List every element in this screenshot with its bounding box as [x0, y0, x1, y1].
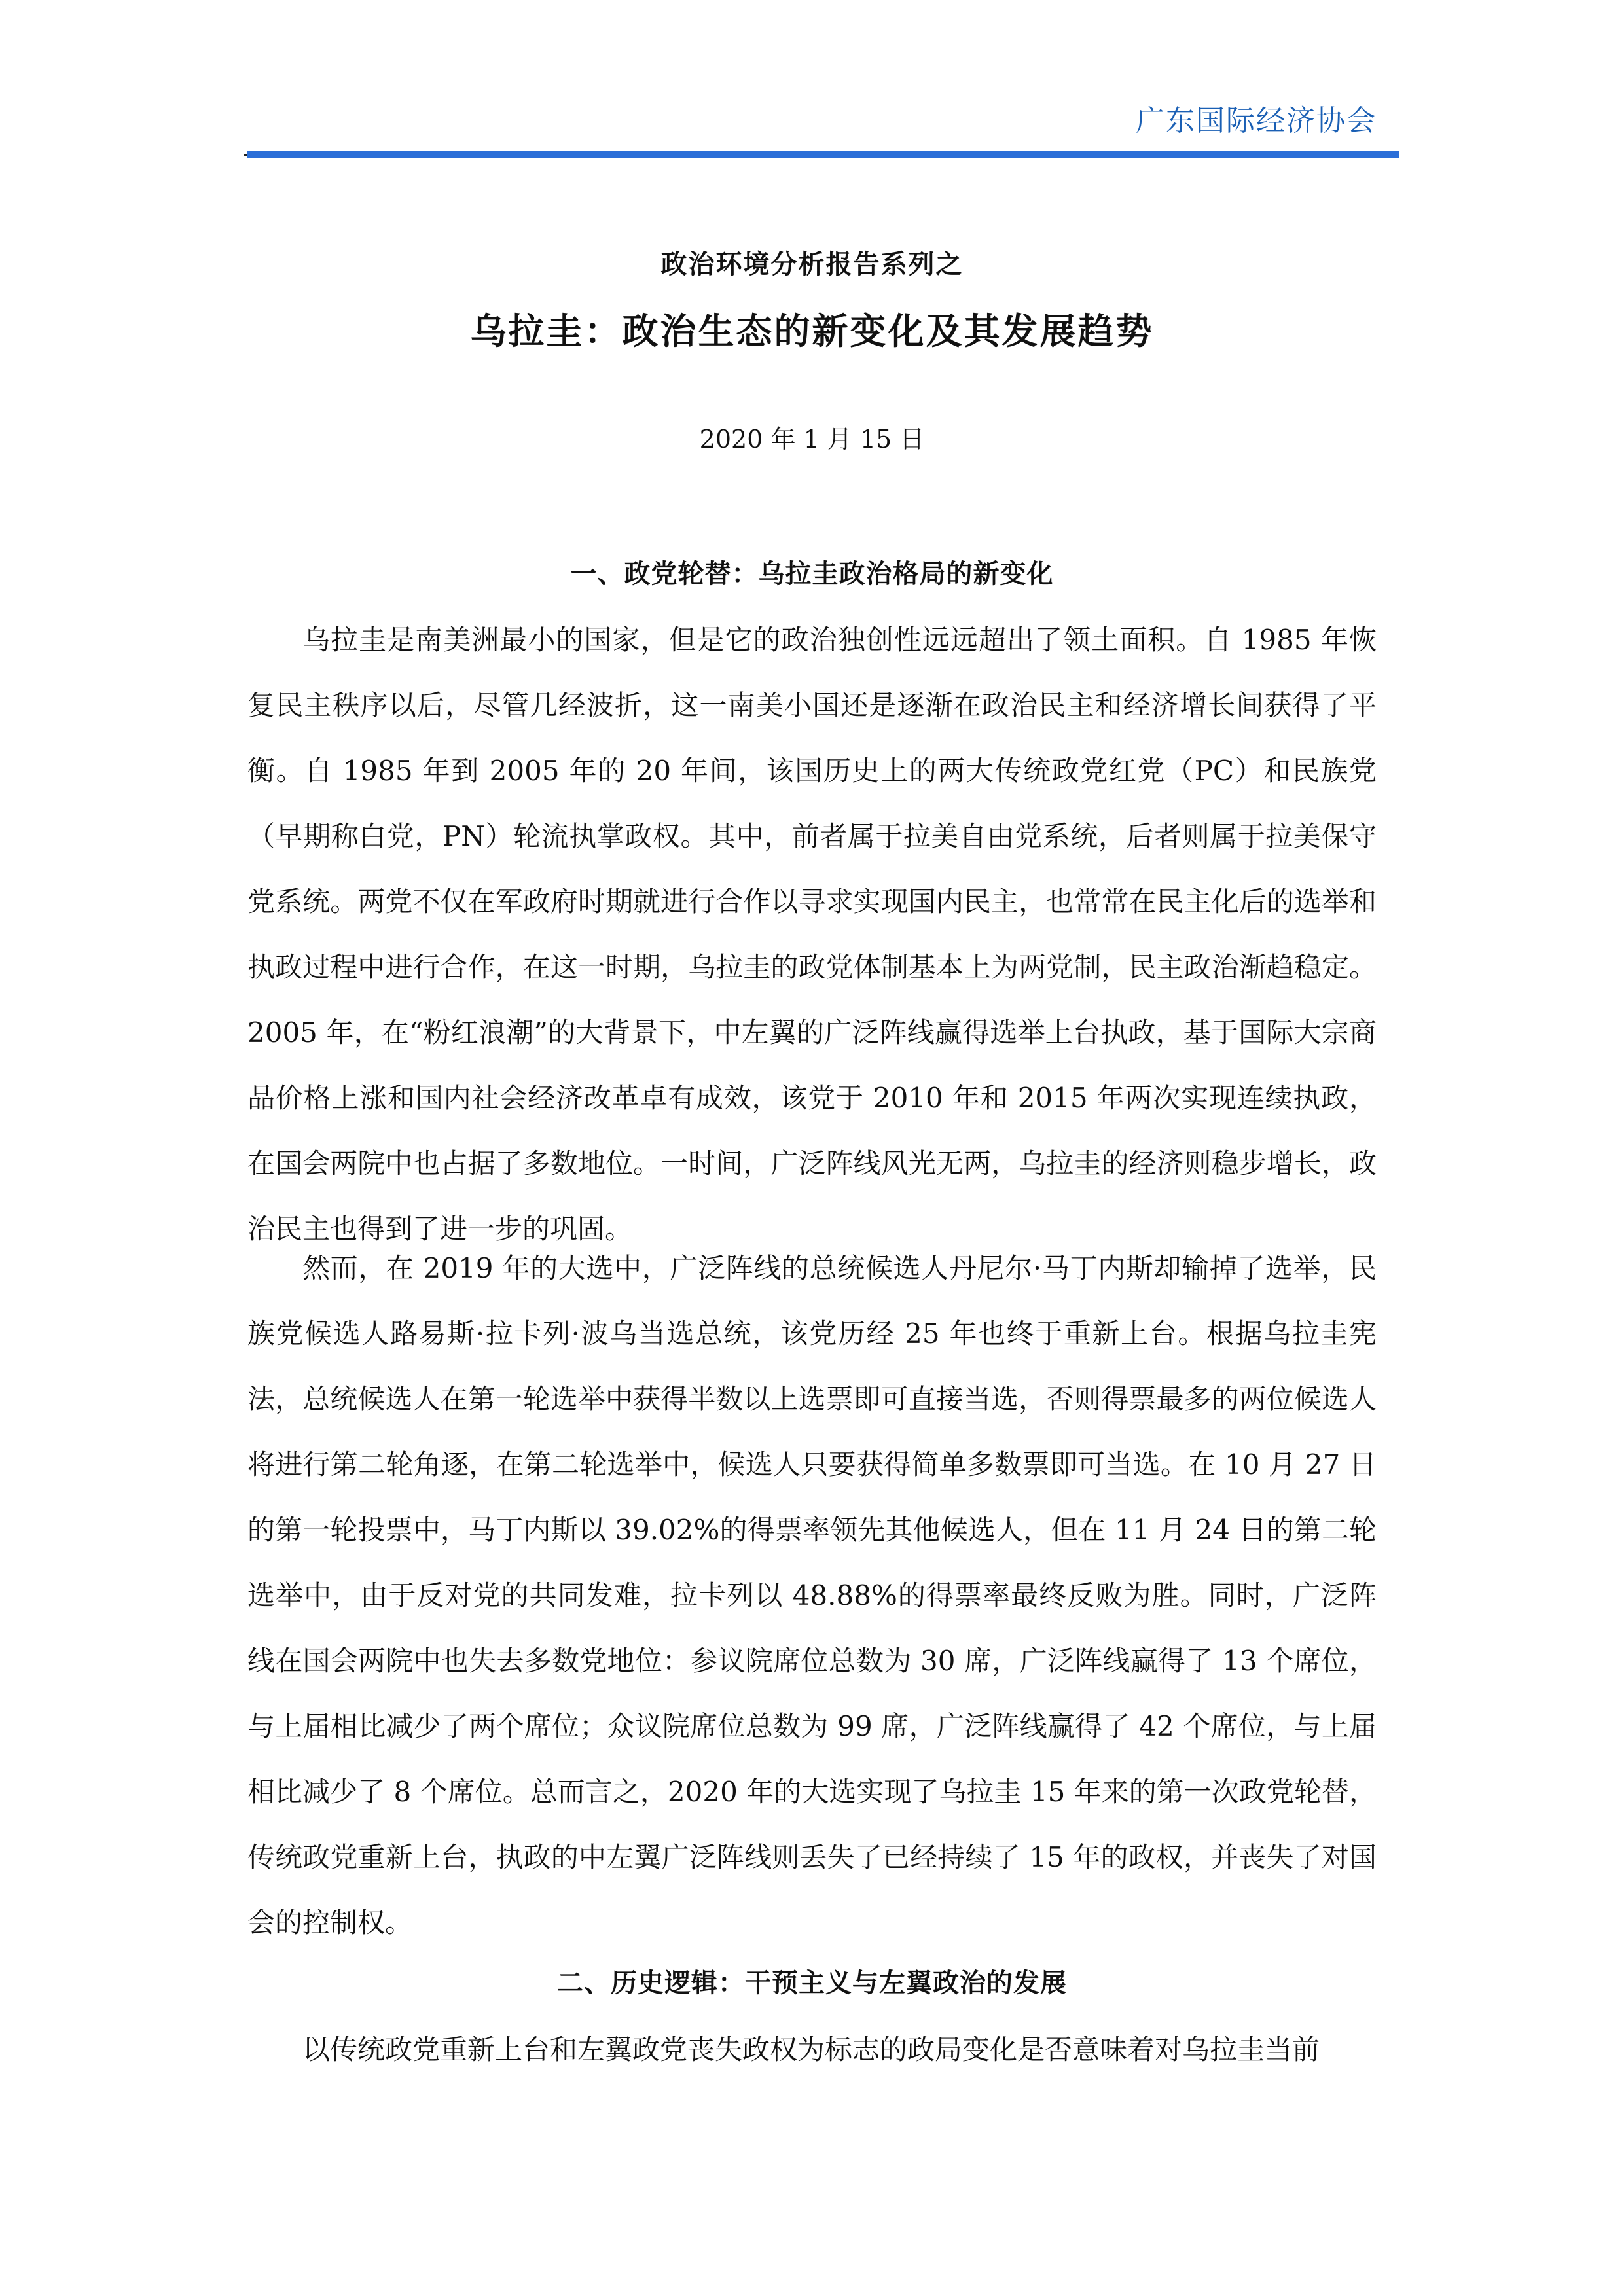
document-title: 乌拉圭：政治生态的新变化及其发展趋势 [470, 310, 1154, 352]
header-organization: 广东国际经济协会 [1136, 104, 1377, 137]
document-date: 2020 年 1 月 15 日 [699, 425, 925, 454]
body-paragraph: 然而，在 2019 年的大选中，广泛阵线的总统候选人丹尼尔·马丁内斯却输掉了选举，民族党候选人路易斯·拉卡列·波乌当选总统，该党历经 25 年也终于重新上台。根据乌拉圭宪法，总统候选人在第一轮选举中获得半数以上选票即可直接当选，否则得票最多的两位候选人将进行第二轮角逐，在第二轮选举中，候选人只要获得简单多数票即可当选。在 10 月 27 日的第一轮投票中，马丁内斯以 39.02%的得票率领先其他候选人，但在 11 月 24 日的第二轮选举中，由于反对党的共同发难，拉卡列以 48.88%的得票率最终反败为胜。同时，广泛阵线在国会两院中也失去多数党地位：参议院席位总数为 30 席，广泛阵线赢得了 13 个席位，与上届相比减少了两个席位；众议院席位总数为 99 席，广泛阵线赢得了 42 个席位，与上届相比减少了 8 个席位。总而言之，2020 年的大选实现了乌拉圭 15 年来的第一次政党轮替，传统政党重新上台，执政的中左翼广泛阵线则丢失了已经持续了 15 年的政权，并丧失了对国会的控制权。 [247, 1252, 1377, 1939]
report-series: 政治环境分析报告系列之 [660, 249, 964, 279]
section-heading-2: 二、历史逻辑：干预主义与左翼政治的发展 [557, 1968, 1067, 1998]
body-paragraph: 以传统政党重新上台和左翼政党丧失政权为标志的政局变化是否意味着对乌拉圭当前 [302, 2034, 1320, 2066]
header-divider [247, 151, 1399, 158]
section-heading-1: 一、政党轮替：乌拉圭政治格局的新变化 [570, 559, 1054, 589]
body-paragraph: 乌拉圭是南美洲最小的国家，但是它的政治独创性远远超出了领土面积。自 1985 年恢复民主秩序以后，尽管几经波折，这一南美小国还是逐渐在政治民主和经济增长间获得了平衡。自 1985 年到 2005 年的 20 年间，该国历史上的两大传统政党红党（PC）和民族党（早期称白党，PN）轮流执掌政权。其中，前者属于拉美自由党系统，后者则属于拉美保守党系统。两党不仅在军政府时期就进行合作以寻求实现国内民主，也常常在民主化后的选举和执政过程中进行合作，在这一时期，乌拉圭的政党体制基本上为两党制，民主政治渐趋稳定。2005 年，在“粉红浪潮”的大背景下，中左翼的广泛阵线赢得选举上台执政，基于国际大宗商品价格上涨和国内社会经济改革卓有成效，该党于 2010 年和 2015 年两次实现连续执政，在国会两院中也占据了多数地位。一时间，广泛阵线风光无两，乌拉圭的经济则稳步增长，政治民主也得到了进一步的巩固。 [247, 624, 1377, 1245]
